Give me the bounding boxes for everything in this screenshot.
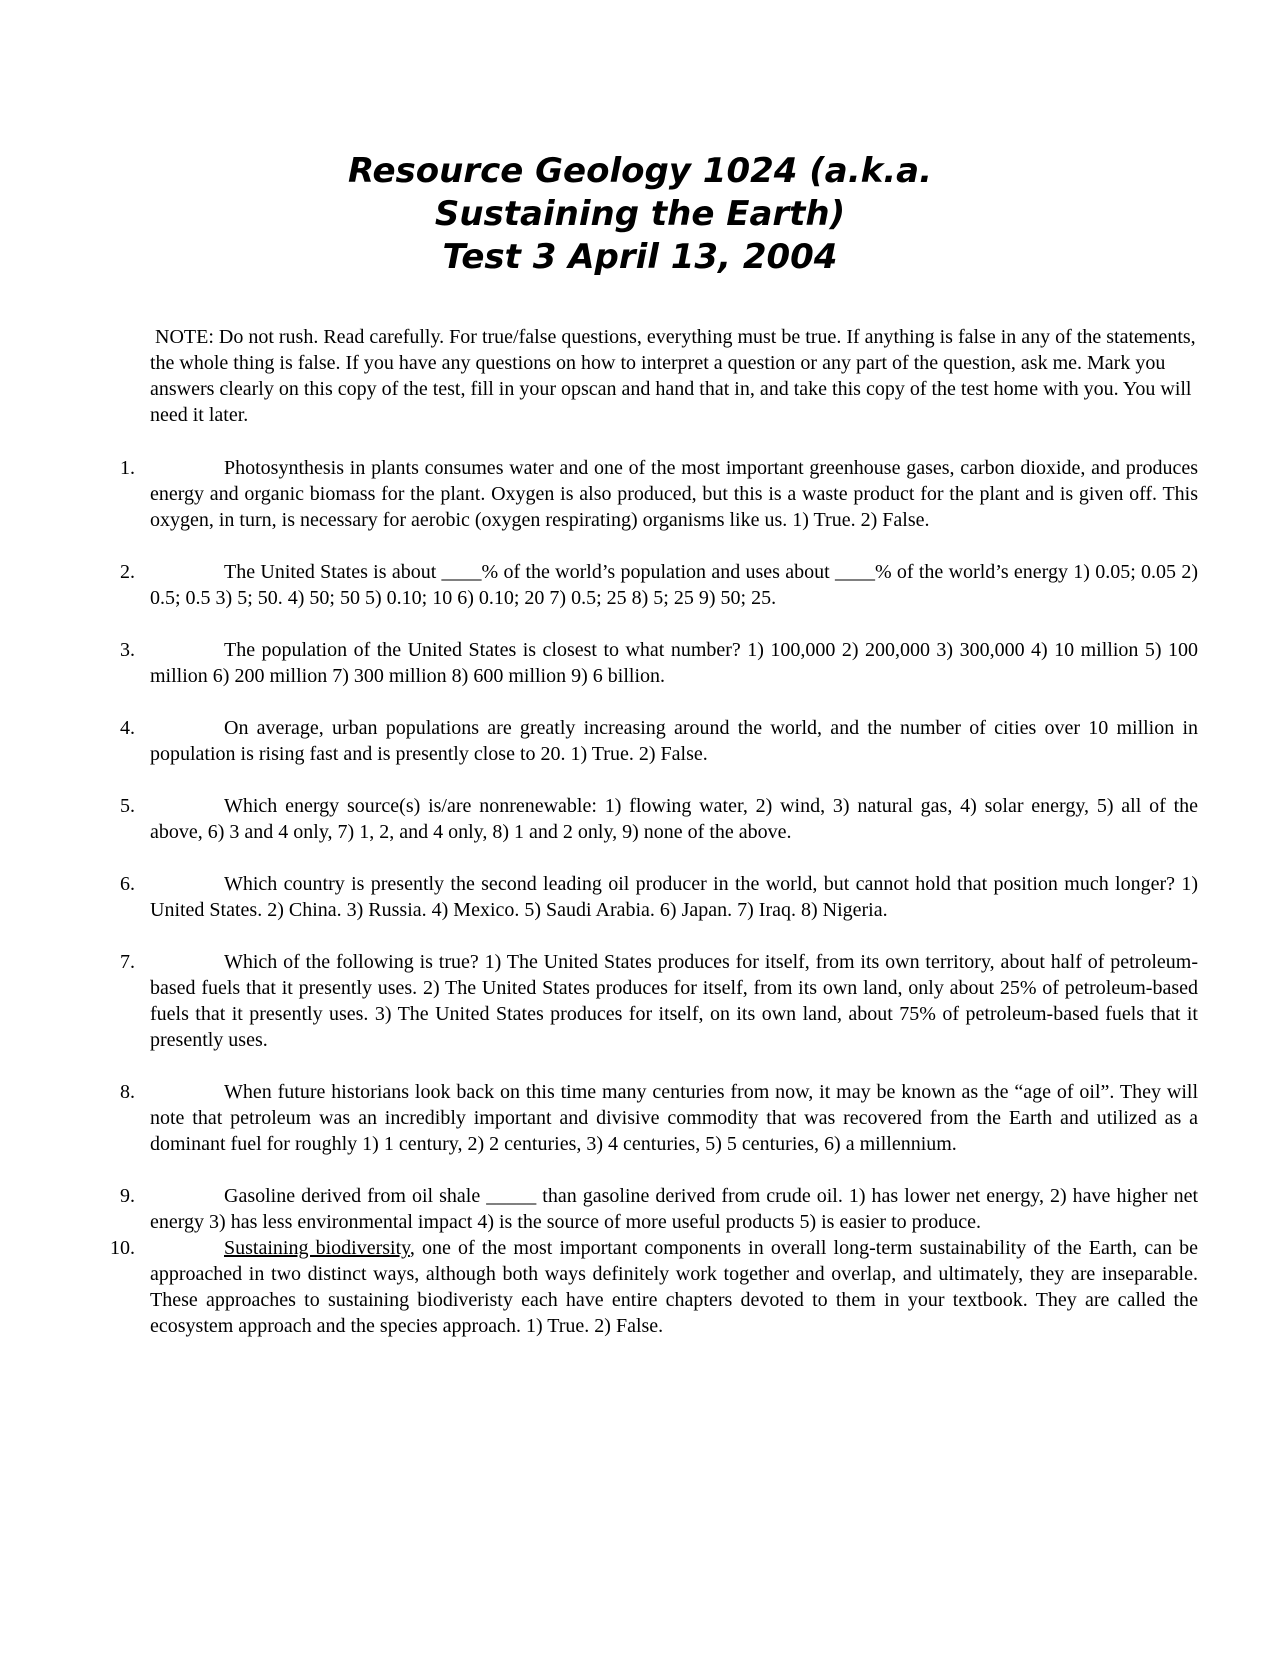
question-number: 2.	[120, 561, 135, 583]
question-number: 6.	[120, 873, 135, 895]
title-line-3: Test 3 April 13, 2004	[442, 237, 838, 277]
question-8	[120, 1079, 1198, 1157]
question-text: The United States is about ____% of the world’s population and uses about ____% of the world’s energy 1) 0.05; 0.05 2) 0.5; 0.5 3) 5; 50. 4) 50; 50 5) 0.10; 10 6) 0.10; 20 7) 0.5; 25 8) 5; 25 9) 50; 25.	[150, 561, 1198, 609]
question-4	[120, 715, 1198, 767]
question-9	[120, 1183, 1198, 1235]
instructions-note: NOTE: Do not rush. Read carefully. For true/false questions, everything must be true. If anything is false in any of the statements, the whole thing is false. If you have any questions on how to interpret a question or any part of the question, ask me. Mark you answers clearly on this copy of the test, fill in your opscan and hand that in, and take this copy of the test home with you. You will need it later.	[150, 326, 1196, 426]
question-number: 7.	[120, 951, 135, 973]
underlined-term: Sustaining biodiversity	[224, 1237, 410, 1259]
question-text: When future historians look back on this time many centuries from now, it may be known as the “age of oil”. They will note that petroleum was an incredibly important and divisive commodity that was recovered from the Earth and utilized as a dominant fuel for roughly 1) 1 century, 2) 2 centuries, 3) 4 centuries, 5) 5 centuries, 6) a millennium.	[150, 1081, 1198, 1155]
question-text: Gasoline derived from oil shale _____ than gasoline derived from crude oil. 1) has lower net energy, 2) have higher net energy 3) has less environmental impact 4) is the source of more useful products 5) is easier to produce.	[150, 1185, 1198, 1233]
question-2	[120, 559, 1198, 611]
question-number: 10.	[110, 1237, 135, 1259]
question-list	[0, 455, 1280, 1365]
question-text: Which of the following is true? 1) The United States produces for itself, from its own territory, about half of petroleum-based fuels that it presently uses. 2) The United States produces for itself, from its own land, only about 25% of petroleum-based fuels that it presently uses. 3) The United States produces for itself, on its own land, about 75% of petroleum-based fuels that it presently uses.	[150, 951, 1198, 1051]
question-1	[120, 455, 1198, 533]
question-text: On average, urban populations are greatly increasing around the world, and the number of cities over 10 million in population is rising fast and is presently close to 20. 1) True. 2) False.	[150, 717, 1198, 765]
question-text: , one of the most important components in overall long-term sustainability of the Earth, can be approached in two distinct ways, although both ways definitely work together and overlap, and ultimately, they are inseparable. These approaches to sustaining biodiveristy each have entire chapters devoted to them in your textbook. They are called the ecosystem approach and the species approach. 1) True. 2) False.	[150, 1237, 1198, 1337]
question-number: 1.	[120, 457, 135, 479]
question-text: Photosynthesis in plants consumes water and one of the most important greenhouse gases, carbon dioxide, and produces energy and organic biomass for the plant. Oxygen is also produced, but this is a waste product for the plant and is given off. This oxygen, in turn, is necessary for aerobic (oxygen respirating) organisms like us. 1) True. 2) False.	[150, 457, 1198, 531]
question-number: 9.	[120, 1185, 135, 1207]
question-number: 8.	[120, 1081, 135, 1103]
question-5	[120, 793, 1198, 845]
title-line-1: Resource Geology 1024 (a.k.a.	[347, 151, 933, 191]
question-number: 4.	[120, 717, 135, 739]
question-3	[120, 637, 1198, 689]
question-text: Which energy source(s) is/are nonrenewable: 1) flowing water, 2) wind, 3) natural gas, 4) solar energy, 5) all of the above, 6) 3 and 4 only, 7) 1, 2, and 4 only, 8) 1 and 2 only, 9) none of the above.	[150, 795, 1198, 843]
question-7	[120, 949, 1198, 1053]
question-number: 5.	[120, 795, 135, 817]
title-line-2: Sustaining the Earth)	[434, 194, 846, 234]
question-text: Which country is presently the second leading oil producer in the world, but cannot hold that position much longer? 1) United States. 2) China. 3) Russia. 4) Mexico. 5) Saudi Arabia. 6) Japan. 7) Iraq. 8) Nigeria.	[150, 873, 1198, 921]
question-10	[110, 1235, 1198, 1339]
question-6	[120, 871, 1198, 923]
question-text: The population of the United States is closest to what number? 1) 100,000 2) 200,000 3) 300,000 4) 10 million 5) 100 million 6) 200 million 7) 300 million 8) 600 million 9) 6 billion.	[150, 639, 1198, 687]
question-number: 3.	[120, 639, 135, 661]
document-title	[0, 150, 1280, 279]
